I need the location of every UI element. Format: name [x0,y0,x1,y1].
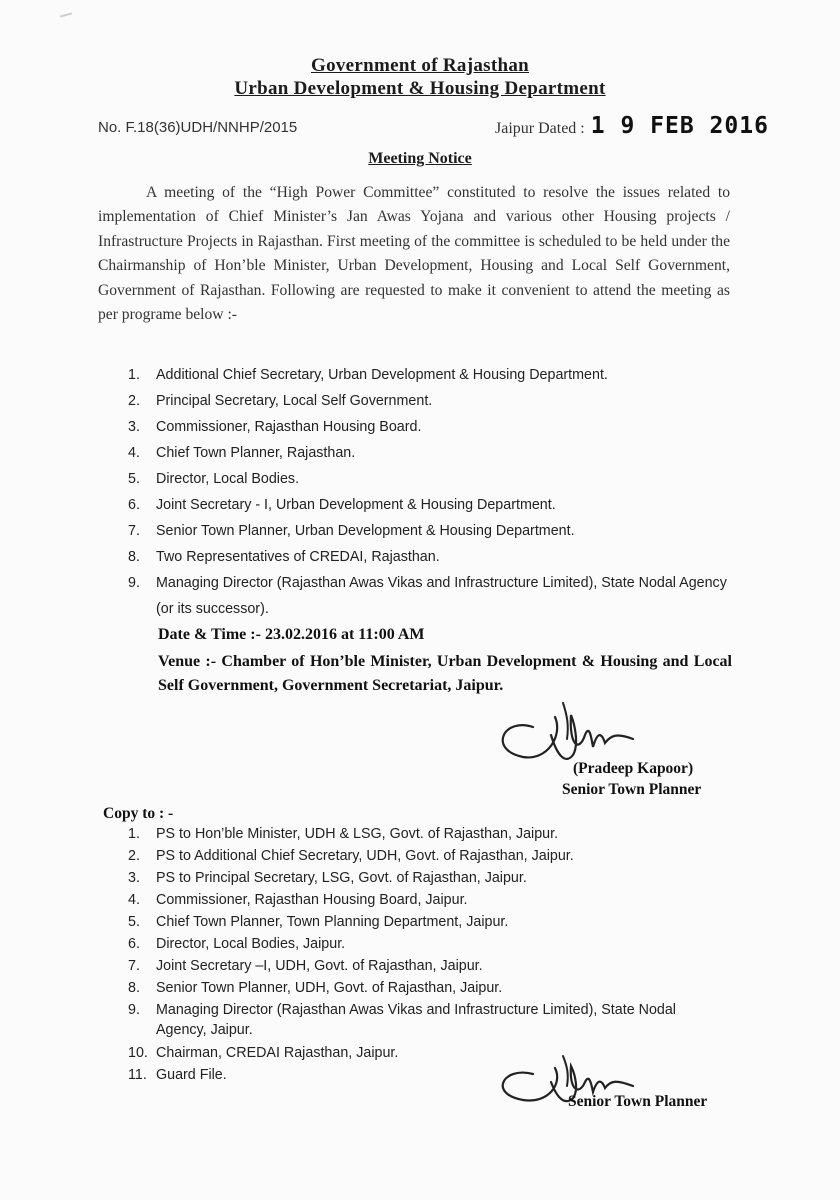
list-item: 5. Chief Town Planner, Town Planning Department, Jaipur. [128,914,509,930]
list-item: 10. Chairman, CREDAI Rajasthan, Jaipur. [128,1045,399,1061]
copy-to-label: Copy to : - [103,805,174,822]
subject-title: Meeting Notice [368,150,472,167]
list-item: 4. Commissioner, Rajasthan Housing Board, Jaipur. [128,892,468,908]
header-government: Government of Rajasthan [311,55,529,76]
reference-number: No. F.18(36)UDH/NNHP/2015 [98,119,298,136]
list-item: 11. Guard File. [128,1067,227,1083]
list-item: 2. PS to Additional Chief Secretary, UDH, Govt. of Rajasthan, Jaipur. [128,848,574,864]
list-item: 4. Chief Town Planner, Rajasthan. [128,445,356,461]
list-item: 7. Senior Town Planner, Urban Development & Housing Department. [128,523,575,539]
list-item: 5. Director, Local Bodies. [128,471,300,487]
dated-line [495,113,769,139]
list-item: 9. Managing Director (Rajasthan Awas Vikas and Infrastructure Limited), State Nodal Agency (or its successor). [128,575,727,617]
list-item: 6. Director, Local Bodies, Jaipur. [128,936,346,952]
member-list [128,362,728,622]
list-item: 3. Commissioner, Rajasthan Housing Board. [128,419,422,435]
list-item: 8. Two Representatives of CREDAI, Rajasthan. [128,549,440,565]
header-department: Urban Development & Housing Department [234,78,606,99]
body-paragraph: A meeting of the “High Power Committee” constituted to resolve the issues related to implementation of Chief Minister’s Jan Awas Yojana and various other Housing projects / Infrastructure Projects in Rajasthan. First meeting of the committee is scheduled to be held under the Chairmanship of Hon’ble Minister, Urban Development, Housing and Local Self Government, Government of Rajasthan. Following are requested to make it convenient to attend the meeting as per programe below :- [98,184,730,324]
list-item: 1. Additional Chief Secretary, Urban Development & Housing Department. [128,367,608,383]
list-item: 6. Joint Secretary - I, Urban Development & Housing Department. [128,497,556,513]
signatory-designation: Senior Town Planner [562,781,702,798]
list-item: 9. Managing Director (Rajasthan Awas Vikas and Infrastructure Limited), State Nodal Agency, Jaipur. [128,1002,676,1038]
list-item: 3. PS to Principal Secretary, LSG, Govt. of Rajasthan, Jaipur. [128,870,527,886]
date-stamp: 1 9 FEB 2016 [590,113,769,139]
list-item: 2. Principal Secretary, Local Self Government. [128,393,433,409]
scan-mark [60,12,72,17]
meeting-venue: Venue :- Chamber of Hon’ble Minister, Urban Development & Housing and Local Self Government, Government Secretariat, Jaipur. [158,653,732,694]
signatory-name: (Pradeep Kapoor) [573,760,694,777]
dated-label: Jaipur Dated : [495,120,585,137]
list-item: 7. Joint Secretary –I, UDH, Govt. of Rajasthan, Jaipur. [128,958,483,974]
meeting-datetime: Date & Time :- 23.02.2016 at 11:00 AM [158,626,425,643]
footer-designation: Senior Town Planner [568,1093,708,1110]
list-item: 1. PS to Hon’ble Minister, UDH & LSG, Govt. of Rajasthan, Jaipur. [128,826,559,842]
copy-list [128,823,728,1086]
list-item: 8. Senior Town Planner, UDH, Govt. of Rajasthan, Jaipur. [128,980,503,996]
